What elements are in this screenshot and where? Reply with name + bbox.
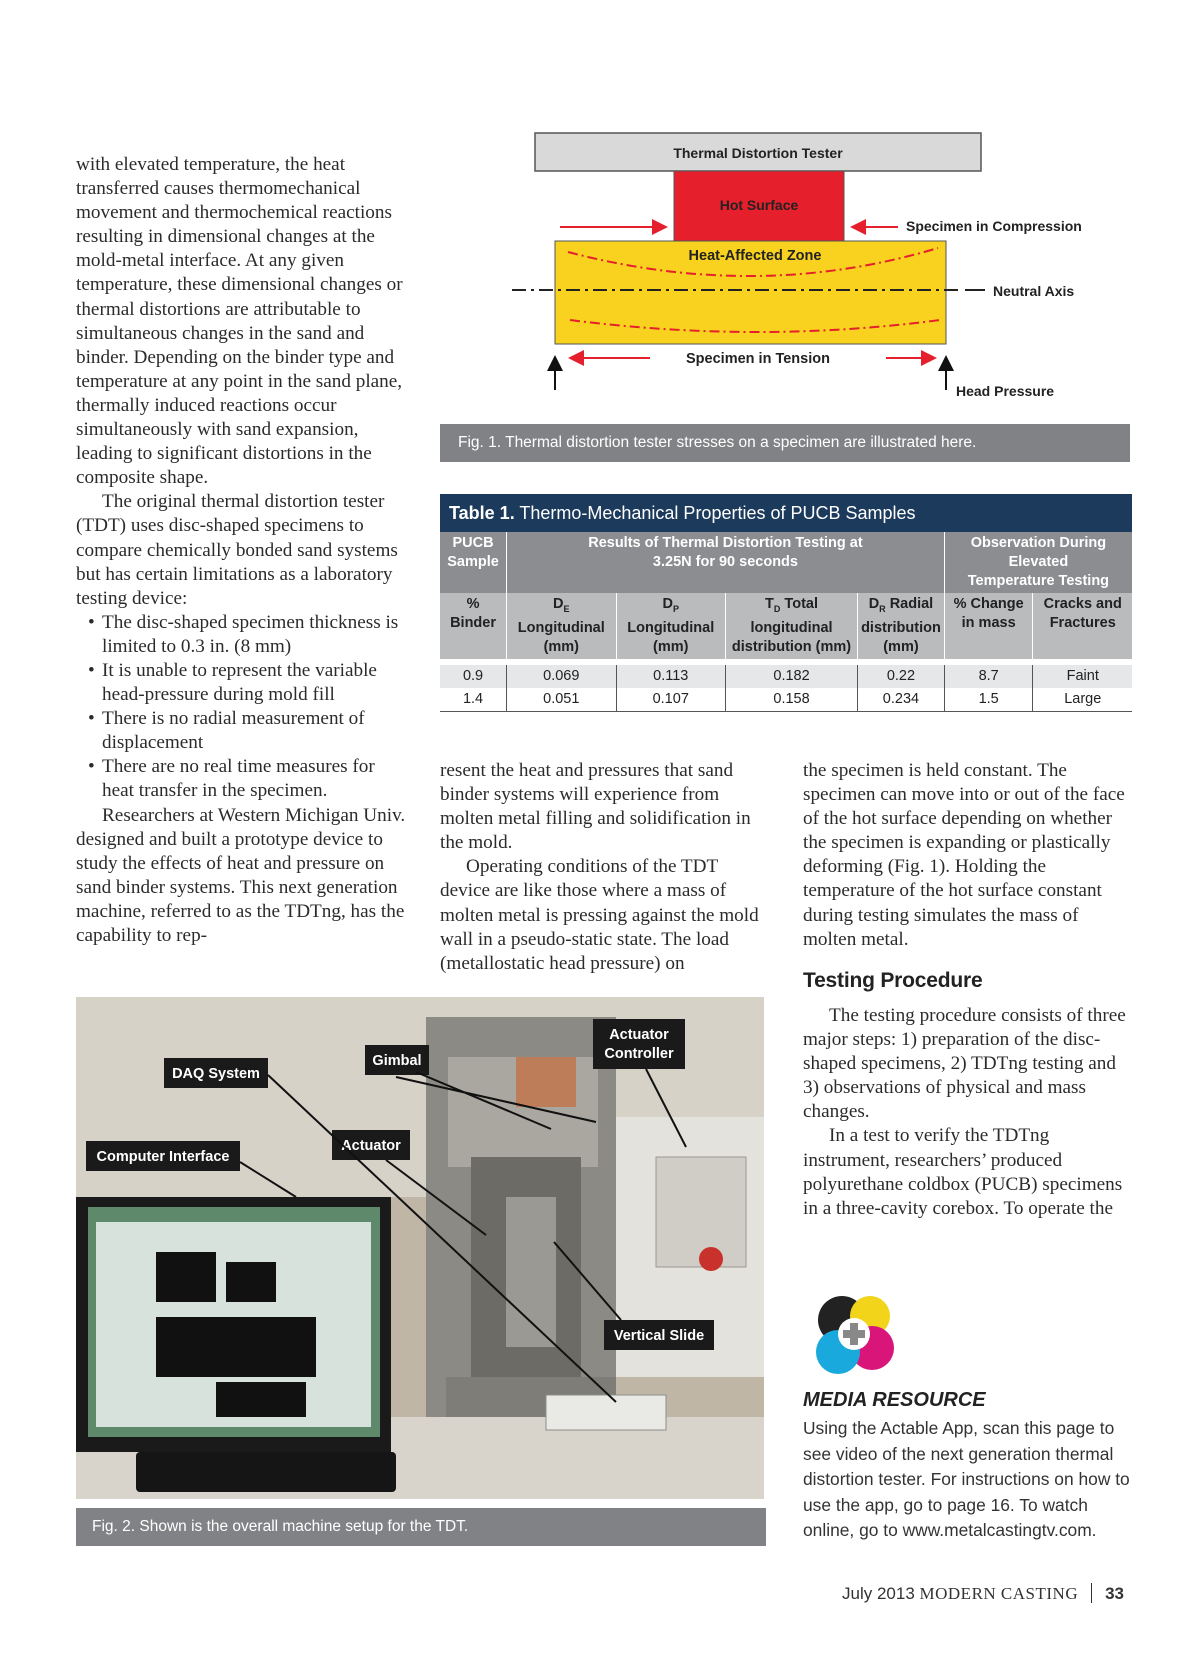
compression-label: Specimen in Compression xyxy=(906,218,1082,234)
page-footer xyxy=(842,1583,1124,1604)
media-resource-body: Using the Actable App, scan this page to see video of the next generation thermal distortion tester. For instructions on how to use the app, go to page 16. To watch online, go to www.metalcastingtv.com. xyxy=(803,1418,1130,1540)
table-title-text: Thermo-Mechanical Properties of PUCB Samples xyxy=(514,503,916,523)
table-1 xyxy=(440,494,1132,712)
haz-label: Heat-Affected Zone xyxy=(688,248,822,264)
label-computer: Computer Interface xyxy=(96,1149,230,1165)
list-item: • There is no radial measurement of displacement xyxy=(76,707,406,755)
tester-label: Thermal Distortion Tester xyxy=(673,145,843,161)
label-actuator: Actuator xyxy=(341,1138,401,1154)
label-actuator-controller: Actuator xyxy=(609,1027,669,1043)
column-header: % Binder xyxy=(440,593,507,662)
column-header: $D_R$ Radial distribution (mm) xyxy=(858,593,945,662)
figure-2-caption: Fig. 2. Shown is the overall machine setup for the TDT. xyxy=(76,1508,766,1546)
neutral-axis-label: Neutral Axis xyxy=(993,283,1075,299)
figure-1-caption: Fig. 1. Thermal distortion tester stresses on a specimen are illustrated here. xyxy=(440,424,1130,462)
tension-label: Specimen in Tension xyxy=(686,351,830,367)
paragraph: The testing procedure consists of three major steps: 1) preparation of the disc-shaped specimens, 2) TDTng testing and 3) observations of physical and mass changes. xyxy=(803,1005,1126,1123)
column-header: $T_D$ Total longitudinal distribution (mm) xyxy=(725,593,857,662)
limitations-list xyxy=(76,611,406,804)
column-header: $D_P$ Longitudinal (mm) xyxy=(616,593,725,662)
paragraph: The original thermal distortion tester (TDT) uses disc-shaped specimens to compare chemically bonded sand systems but has certain limitations as a laboratory testing device: xyxy=(76,491,398,609)
paragraph: Researchers at Western Michigan Univ. designed and built a prototype device to study the effects of heat and pressure on sand binder systems. This next generation machine, referred to as the TDTng, has the capability to rep- xyxy=(76,804,406,946)
column-header: $D_E$ Longitudinal (mm) xyxy=(507,593,616,662)
column-header: Cracks and Fractures xyxy=(1033,593,1132,662)
paragraph: resent the heat and pressures that sand binder systems will experience from molten metal filling and solidification in the mold. xyxy=(440,760,751,854)
paragraph: the specimen is held constant. The specimen can move into or out of the face of the hot surface depending on whether the specimen is expanding or plastically deforming (Fig. 1). Holding the temperature of the hot surface constant during testing simulates the mass of molten metal. xyxy=(803,760,1125,950)
list-item: • There are no real time measures for heat transfer in the specimen. xyxy=(76,755,406,803)
hot-surface-label: Hot Surface xyxy=(719,197,799,213)
header-cell: Observation During Elevated Temperature Testing xyxy=(944,532,1132,593)
list-item: • The disc-shaped specimen thickness is limited to 0.3 in. (8 mm) xyxy=(76,611,406,659)
properties-table xyxy=(440,532,1132,712)
magazine-name: MODERN CASTING xyxy=(919,1584,1079,1603)
actable-app-logo xyxy=(806,1286,902,1382)
label-gimbal: Gimbal xyxy=(372,1053,422,1069)
head-pressure-label: Head Pressure xyxy=(956,383,1055,399)
issue-date: July 2013 xyxy=(842,1584,915,1603)
label-daq: DAQ System xyxy=(172,1066,260,1082)
figure-1-diagram xyxy=(440,130,1130,420)
column-header: % Change in mass xyxy=(944,593,1033,662)
header-cell: PUCB Sample xyxy=(440,532,507,593)
paragraph: with elevated temperature, the heat transferred causes thermomechanical movement and thermochemical reactions resulting in dimensional changes at the mold-metal interface. At any given temperature, these dimensional changes or thermal distortions are attributable to simultaneous changes in the sand and binder. Depending on the binder type and temperature at any point in the sand plane, thermally induced reactions occur simultaneously with sand expansion, leading to significant distortions in the composite shape. xyxy=(76,154,403,489)
paragraph: In a test to verify the TDTng instrument, researchers’ produced polyurethane coldbox (PUCB) specimens in a three-cavity corebox. To operate the xyxy=(803,1125,1123,1219)
header-cell: Results of Thermal Distortion Testing at 3.25N for 90 seconds xyxy=(507,532,945,593)
paragraph: Operating conditions of the TDT device are like those where a mass of molten metal is pressing against the mold wall in a pseudo-static state. The load (metallostatic head pressure) on xyxy=(440,856,759,974)
page-number: 33 xyxy=(1105,1584,1124,1603)
table-row: 1.4 0.051 0.107 0.158 0.234 1.5 Large xyxy=(440,688,1132,712)
table-title-bold: Table 1. xyxy=(449,503,515,523)
list-item: • It is unable to represent the variable head-pressure during mold fill xyxy=(76,659,406,707)
media-resource-title: MEDIA RESOURCE xyxy=(803,1389,986,1411)
label-actuator-controller-2: Controller xyxy=(604,1046,674,1062)
column-3-text-continued xyxy=(803,1004,1133,1221)
column-3-text xyxy=(803,759,1133,952)
column-1-text xyxy=(76,153,406,948)
figure-2-photo xyxy=(76,997,764,1499)
table-row: 0.9 0.069 0.113 0.182 0.22 8.7 Faint xyxy=(440,662,1132,688)
column-2-text xyxy=(440,759,770,976)
table-title xyxy=(440,494,1132,532)
footer-divider xyxy=(1091,1583,1093,1603)
section-heading: Testing Procedure xyxy=(803,969,983,992)
label-vertical-slide: Vertical Slide xyxy=(613,1328,705,1344)
